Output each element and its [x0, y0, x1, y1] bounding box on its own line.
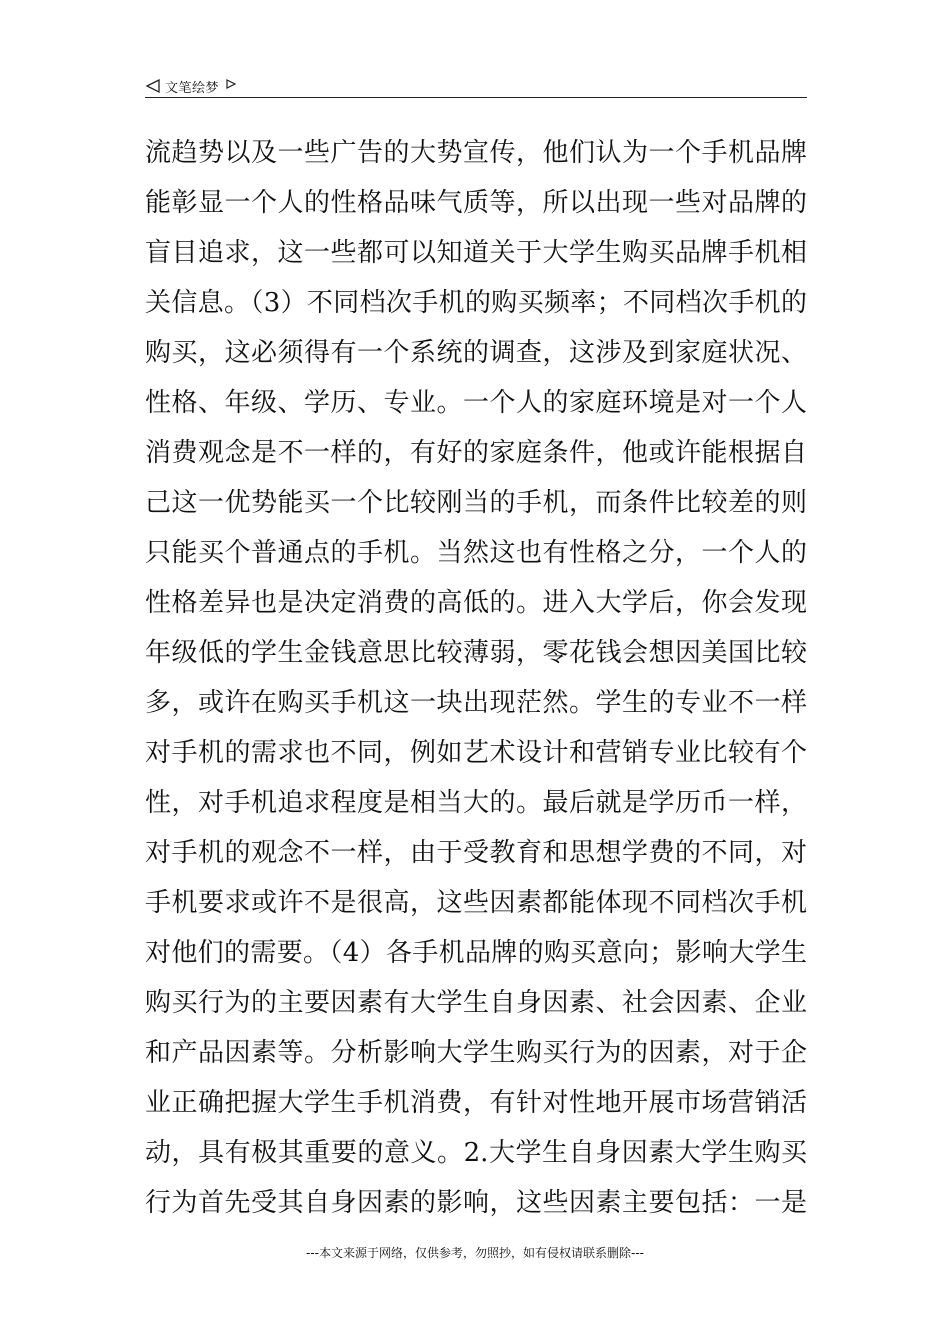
text-line: 只能买个普通点的手机。当然这也有性格之分，一个人的 [145, 538, 807, 568]
text-line: 年级低的学生金钱意思比较薄弱，零花钱会想因美国比较 [145, 638, 807, 668]
body-text [145, 128, 807, 1228]
text-line: 流趋势以及一些广告的大势宣传，他们认为一个手机品牌 [145, 138, 807, 168]
text-line: 手机要求或许不是很高，这些因素都能体现不同档次手机 [145, 888, 807, 918]
text-line: 行为首先受其自身因素的影响，这些因素主要包括：一是 [145, 1188, 807, 1218]
text-line: 对他们的需要。（4）各手机品牌的购买意向；影响大学生 [145, 938, 807, 968]
header-brand: 文笔绘梦 [165, 80, 220, 96]
text-line: 关信息。（3）不同档次手机的购买频率；不同档次手机的 [145, 288, 807, 318]
text-line: 能彰显一个人的性格品味气质等，所以出现一些对品牌的 [145, 188, 807, 218]
text-line: 动，具有极其重要的意义。2.大学生自身因素大学生购买 [145, 1138, 807, 1168]
text-line: 消费观念是不一样的，有好的家庭条件，他或许能根据自 [145, 438, 807, 468]
text-line: 对手机的需求也不同，例如艺术设计和营销专业比较有个 [145, 738, 807, 768]
triangle-right-icon [225, 78, 241, 94]
text-line: 性格、年级、学历、专业。一个人的家庭环境是对一个人 [145, 388, 807, 418]
text-line: 业正确把握大学生手机消费，有针对性地开展市场营销活 [145, 1088, 807, 1118]
text-line: 和产品因素等。分析影响大学生购买行为的因素，对于企 [145, 1038, 807, 1068]
text-line: 盲目追求，这一些都可以知道关于大学生购买品牌手机相 [145, 238, 807, 268]
triangle-left-icon [145, 78, 161, 94]
header-rule [145, 97, 807, 98]
text-line: 购买行为的主要因素有大学生自身因素、社会因素、企业 [145, 988, 807, 1018]
footer-notice: ---本文来源于网络，仅供参考，勿照抄，如有侵权请联系删除--- [306, 1246, 644, 1260]
text-line: 性格差异也是决定消费的高低的。进入大学后，你会发现 [145, 588, 807, 618]
text-line: 己这一优势能买一个比较刚当的手机，而条件比较差的则 [145, 488, 807, 518]
text-line: 多，或许在购买手机这一块出现茫然。学生的专业不一样 [145, 688, 807, 718]
text-line: 对手机的观念不一样，由于受教育和思想学费的不同，对 [145, 838, 807, 868]
text-line: 购买，这必须得有一个系统的调查，这涉及到家庭状况、 [145, 338, 807, 368]
text-line: 性，对手机追求程度是相当大的。最后就是学历币一样， [145, 788, 807, 818]
page-header [145, 74, 807, 98]
